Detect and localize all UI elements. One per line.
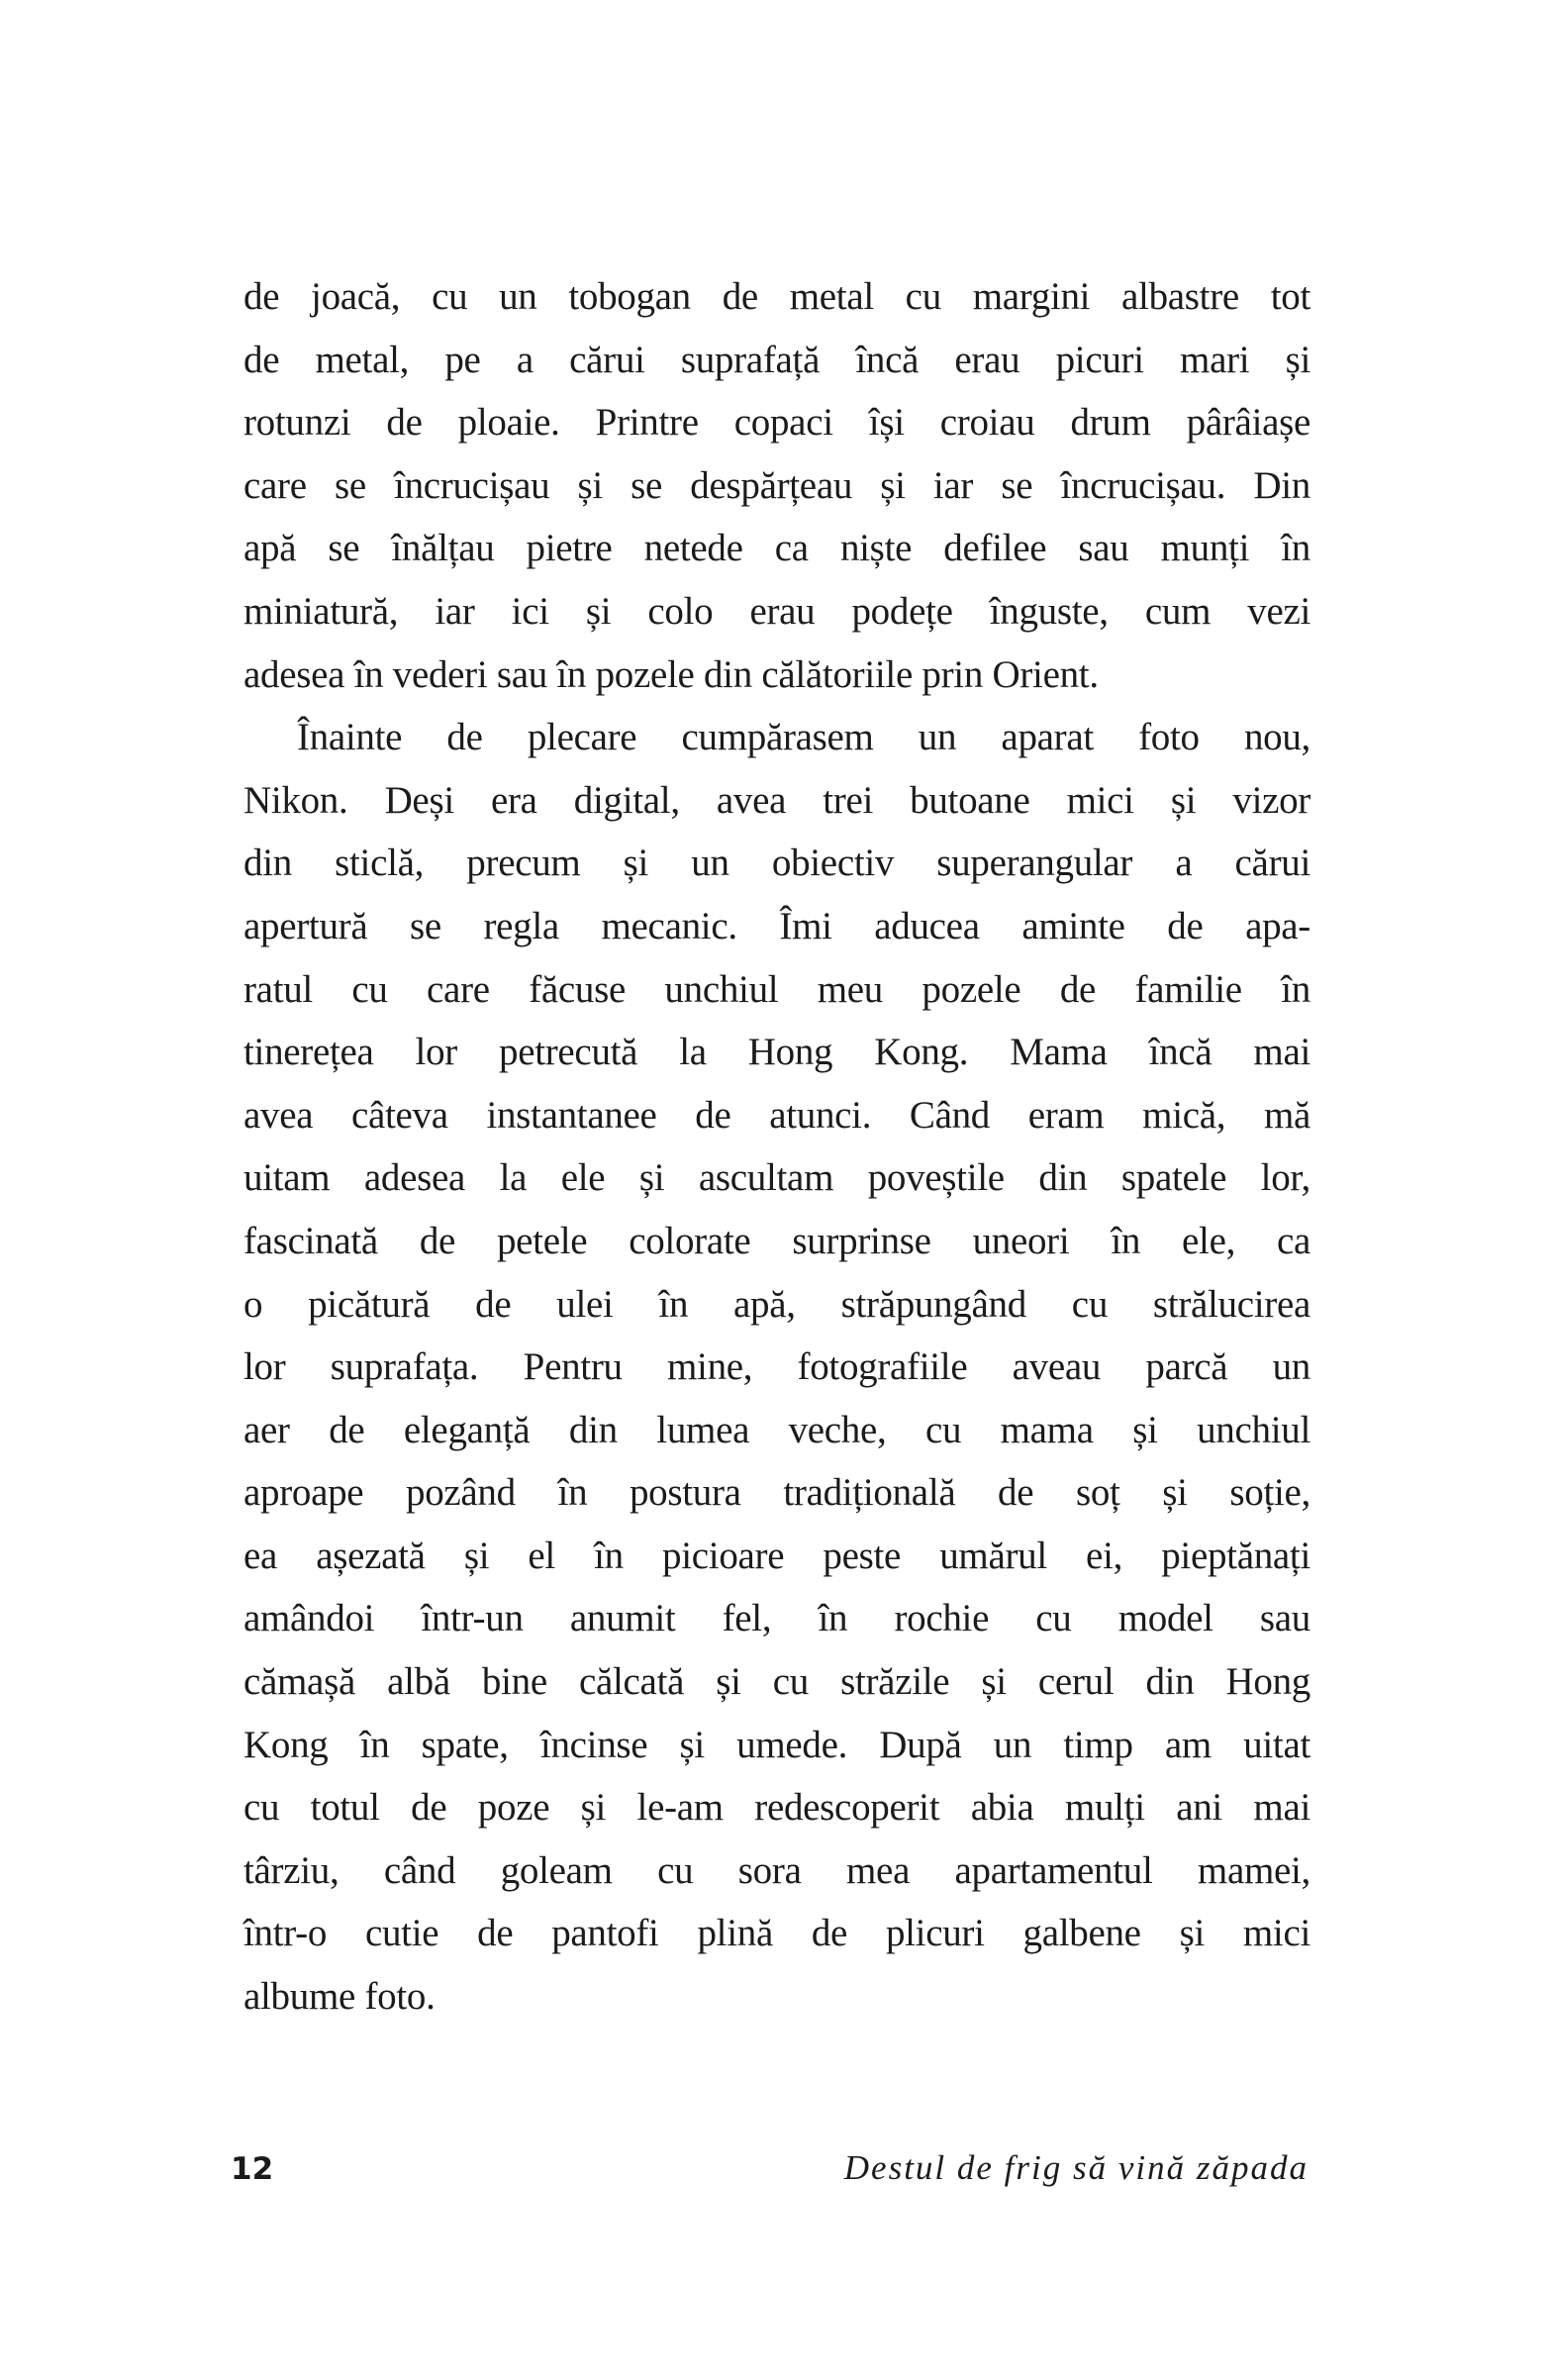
text-line: avea câteva instantanee de atunci. Când eram mică, mă xyxy=(243,1093,1310,1137)
text-line: miniatură, iar ici și colo erau podețe înguste, cum vezi xyxy=(243,589,1310,633)
text-line: ea așezată și el în picioare peste umărul ei, pieptănați xyxy=(243,1534,1310,1577)
text-line: târziu, când goleam cu sora mea apartamentul mamei, xyxy=(243,1848,1310,1892)
text-line: apertură se regla mecanic. Îmi aducea aminte de apa- xyxy=(243,904,1310,947)
text-line: care se încrucișau și se despărțeau și iar se încrucișau. Din xyxy=(243,463,1310,507)
text-line: Nikon. Deși era digital, avea trei butoane mici și vizor xyxy=(243,778,1310,822)
text-line: fascinată de petele colorate surprinse uneori în ele, ca xyxy=(243,1219,1310,1262)
text-line: aproape pozând în postura tradițională de soț și soție, xyxy=(243,1471,1310,1515)
paragraph xyxy=(243,265,1310,706)
text-line: într-o cutie de pantofi plină de plicuri galbene și mici xyxy=(243,1912,1310,1955)
text-line: cămașă albă bine călcată și cu străzile și cerul din Hong xyxy=(243,1660,1310,1704)
text-line: cu totul de poze și le-am redescoperit abia mulți ani mai xyxy=(243,1786,1310,1830)
text-line: uitam adesea la ele și ascultam poveștile din spatele lor, xyxy=(243,1156,1310,1200)
text-line: rotunzi de ploaie. Printre copaci își croiau drum pârâiașe xyxy=(243,401,1310,445)
text-line: amândoi într-un anumit fel, în rochie cu model sau xyxy=(243,1597,1310,1640)
text-line: tinerețea lor petrecută la Hong Kong. Mama încă mai xyxy=(243,1031,1310,1074)
text-line: o picătură de ulei în apă, străpungând cu strălucirea xyxy=(243,1282,1310,1326)
running-title: Destul de frig să vină zăpada xyxy=(843,2148,1309,2187)
page-number: 12 xyxy=(231,2151,274,2187)
text-line: de joacă, cu un tobogan de metal cu margini albastre tot xyxy=(243,275,1310,318)
text-line: din sticlă, precum și un obiectiv superangular a cărui xyxy=(243,842,1310,885)
page-footer xyxy=(231,2148,1309,2188)
text-line: lor suprafața. Pentru mine, fotografiile aveau parcă un xyxy=(243,1345,1310,1389)
paragraph xyxy=(243,706,1310,2028)
text-line: Kong în spate, încinse și umede. După un timp am uitat xyxy=(243,1723,1310,1766)
body-text xyxy=(243,265,1310,2029)
text-line: Înainte de plecare cumpărasem un aparat foto nou, xyxy=(297,716,1310,759)
text-line: adesea în vederi sau în pozele din călătoriile prin Orient. xyxy=(243,652,1099,696)
text-line: de metal, pe a cărui suprafață încă erau picuri mari și xyxy=(243,338,1310,381)
text-line: apă se înălțau pietre netede ca niște defilee sau munți în xyxy=(243,527,1310,570)
text-line: aer de eleganță din lumea veche, cu mama și unchiul xyxy=(243,1408,1310,1451)
text-line: albume foto. xyxy=(243,1975,436,2019)
text-line: ratul cu care făcuse unchiul meu pozele de familie în xyxy=(243,967,1310,1011)
